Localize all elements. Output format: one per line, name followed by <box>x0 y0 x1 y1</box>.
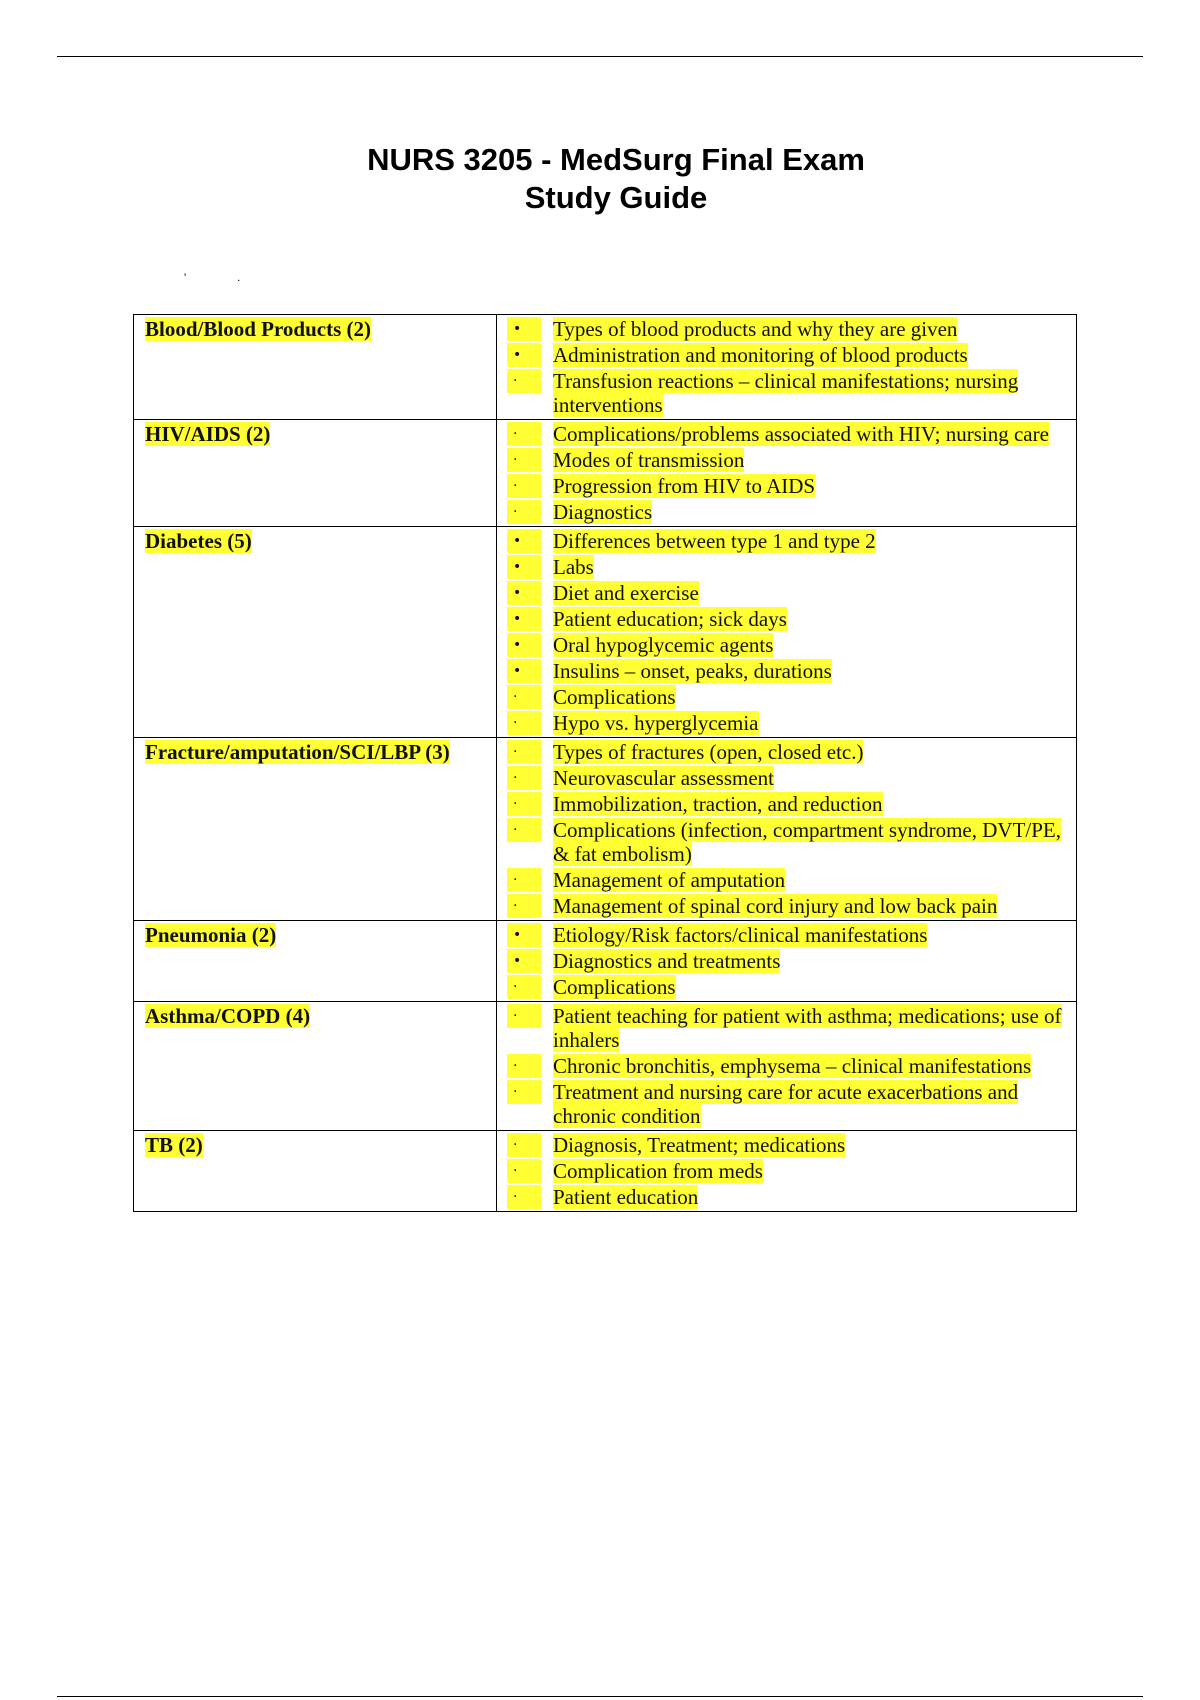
list-item-text: Oral hypoglycemic agents <box>553 633 774 657</box>
list-item-text: Progression from HIV to AIDS <box>553 474 816 498</box>
topic-label: Asthma/COPD (4) <box>145 1004 311 1028</box>
items-cell <box>497 738 1077 921</box>
table-row <box>134 921 1077 1002</box>
list-item-text: Chronic bronchitis, emphysema – clinical manifestations <box>553 1054 1032 1078</box>
list-item <box>507 711 1066 735</box>
bullet-icon: · <box>507 711 541 735</box>
list-item-text: Complications <box>553 685 676 709</box>
bullet-icon: • <box>507 529 541 553</box>
list-item-text: Diagnosis, Treatment; medications <box>553 1133 846 1157</box>
bullet-icon: · <box>507 1004 541 1028</box>
list-item <box>507 894 1066 918</box>
list-item-text: Types of fractures (open, closed etc.) <box>553 740 864 764</box>
list-item <box>507 474 1066 498</box>
bullet-icon: · <box>507 1159 541 1183</box>
topic-cell <box>134 921 497 1002</box>
stray-marks: ' . <box>184 270 265 284</box>
table-row <box>134 420 1077 527</box>
bullet-icon: • <box>507 555 541 579</box>
bullet-icon: • <box>507 659 541 683</box>
bullet-icon: · <box>507 422 541 446</box>
list-item <box>507 818 1066 866</box>
topic-cell <box>134 1131 497 1212</box>
table-row <box>134 527 1077 738</box>
list-item <box>507 1185 1066 1209</box>
title-line-2: Study Guide <box>524 180 708 215</box>
list-item <box>507 792 1066 816</box>
list-item-text: Administration and monitoring of blood products <box>553 343 968 367</box>
list-item <box>507 1133 1066 1157</box>
list-item <box>507 581 1066 605</box>
list-item <box>507 1080 1066 1128</box>
list-item <box>507 607 1066 631</box>
bullet-icon: · <box>507 818 541 842</box>
topic-cell <box>134 527 497 738</box>
list-item <box>507 555 1066 579</box>
topic-item-list <box>507 923 1066 999</box>
bullet-icon: • <box>507 581 541 605</box>
list-item <box>507 317 1066 341</box>
items-cell <box>497 1002 1077 1131</box>
bullet-icon: · <box>507 766 541 790</box>
list-item-text: Complications/problems associated with HIV; nursing care <box>553 422 1049 446</box>
list-item-text: Immobilization, traction, and reduction <box>553 792 883 816</box>
list-item-text: Transfusion reactions – clinical manifestations; nursing interventions <box>553 369 1019 417</box>
table-row <box>134 738 1077 921</box>
bullet-icon: • <box>507 343 541 367</box>
list-item-text: Treatment and nursing care for acute exacerbations and chronic condition <box>553 1080 1019 1128</box>
footer-rule <box>57 1696 1143 1697</box>
topic-label: TB (2) <box>145 1133 203 1157</box>
topic-item-list <box>507 529 1066 735</box>
list-item <box>507 1054 1066 1078</box>
list-item <box>507 343 1066 367</box>
title-line-1: NURS 3205 - MedSurg Final Exam <box>367 142 865 177</box>
list-item-text: Diagnostics <box>553 500 653 524</box>
topic-label: Diabetes (5) <box>145 529 252 553</box>
list-item <box>507 369 1066 417</box>
list-item-text: Types of blood products and why they are given <box>553 317 958 341</box>
table-row <box>134 1131 1077 1212</box>
bullet-icon: · <box>507 1133 541 1157</box>
list-item <box>507 529 1066 553</box>
list-item-text: Management of amputation <box>553 868 786 892</box>
list-item <box>507 659 1066 683</box>
list-item <box>507 868 1066 892</box>
bullet-icon: • <box>507 949 541 973</box>
bullet-icon: • <box>507 317 541 341</box>
table-row <box>134 315 1077 420</box>
list-item-text: Management of spinal cord injury and low back pain <box>553 894 998 918</box>
list-item-text: Modes of transmission <box>553 448 745 472</box>
list-item <box>507 949 1066 973</box>
list-item-text: Patient education <box>553 1185 699 1209</box>
items-cell <box>497 921 1077 1002</box>
topic-label: Pneumonia (2) <box>145 923 277 947</box>
list-item-text: Etiology/Risk factors/clinical manifestations <box>553 923 928 947</box>
topic-item-list <box>507 317 1066 417</box>
topic-label: Fracture/amputation/SCI/LBP (3) <box>145 740 450 764</box>
list-item-text: Insulins – onset, peaks, durations <box>553 659 832 683</box>
topic-cell <box>134 1002 497 1131</box>
items-cell <box>497 527 1077 738</box>
list-item-text: Labs <box>553 555 594 579</box>
topic-item-list <box>507 1004 1066 1128</box>
bullet-icon: · <box>507 1185 541 1209</box>
list-item <box>507 766 1066 790</box>
bullet-icon: · <box>507 894 541 918</box>
bullet-icon: · <box>507 1054 541 1078</box>
topic-label: Blood/Blood Products (2) <box>145 317 371 341</box>
list-item-text: Diet and exercise <box>553 581 699 605</box>
study-guide-table <box>133 314 1077 1212</box>
bullet-icon: · <box>507 474 541 498</box>
list-item <box>507 685 1066 709</box>
table-row <box>134 1002 1077 1131</box>
bullet-icon: · <box>507 500 541 524</box>
bullet-icon: · <box>507 369 541 393</box>
items-cell <box>497 420 1077 527</box>
bullet-icon: • <box>507 607 541 631</box>
bullet-icon: • <box>507 923 541 947</box>
list-item-text: Patient education; sick days <box>553 607 787 631</box>
list-item-text: Complications (infection, compartment syndrome, DVT/PE, & fat embolism) <box>553 818 1061 866</box>
bullet-icon: • <box>507 633 541 657</box>
list-item-text: Complication from meds <box>553 1159 763 1183</box>
bullet-icon: · <box>507 740 541 764</box>
topic-cell <box>134 420 497 527</box>
topic-cell <box>134 738 497 921</box>
bullet-icon: · <box>507 448 541 472</box>
list-item-text: Patient teaching for patient with asthma; medications; use of inhalers <box>553 1004 1062 1052</box>
topic-item-list <box>507 740 1066 918</box>
list-item <box>507 1004 1066 1052</box>
topic-item-list <box>507 422 1066 524</box>
bullet-icon: · <box>507 792 541 816</box>
items-cell <box>497 315 1077 420</box>
list-item <box>507 923 1066 947</box>
list-item-text: Complications <box>553 975 676 999</box>
topic-item-list <box>507 1133 1066 1209</box>
page-title <box>0 141 1200 217</box>
topic-label: HIV/AIDS (2) <box>145 422 271 446</box>
list-item <box>507 740 1066 764</box>
list-item <box>507 422 1066 446</box>
bullet-icon: · <box>507 1080 541 1104</box>
list-item-text: Differences between type 1 and type 2 <box>553 529 876 553</box>
list-item <box>507 500 1066 524</box>
list-item-text: Hypo vs. hyperglycemia <box>553 711 759 735</box>
list-item <box>507 1159 1066 1183</box>
list-item <box>507 633 1066 657</box>
list-item-text: Diagnostics and treatments <box>553 949 781 973</box>
list-item <box>507 448 1066 472</box>
topic-cell <box>134 315 497 420</box>
bullet-icon: · <box>507 685 541 709</box>
list-item <box>507 975 1066 999</box>
items-cell <box>497 1131 1077 1212</box>
bullet-icon: · <box>507 868 541 892</box>
bullet-icon: · <box>507 975 541 999</box>
list-item-text: Neurovascular assessment <box>553 766 775 790</box>
study-guide-table-body <box>134 315 1077 1212</box>
header-rule <box>57 56 1143 57</box>
